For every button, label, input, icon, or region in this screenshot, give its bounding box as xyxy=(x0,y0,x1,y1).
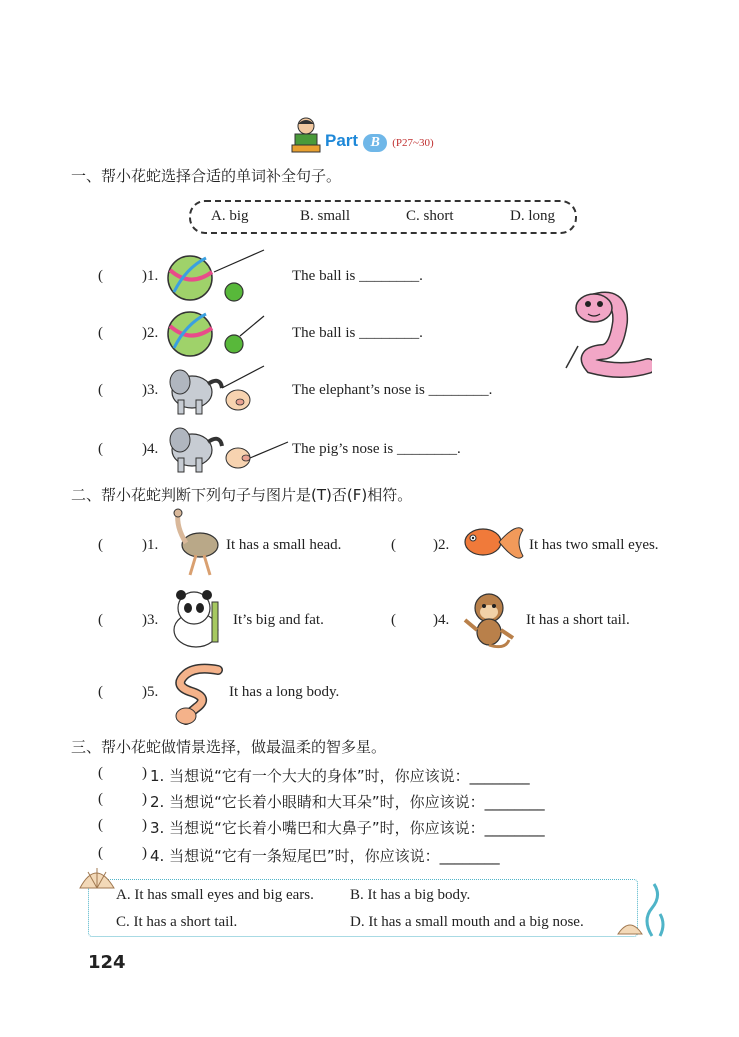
section3-title: 三、帮小花蛇做情景选择，做最温柔的智多星。 xyxy=(71,738,387,756)
answer-blank[interactable]: ) xyxy=(142,817,147,833)
answer-paren-open: ( xyxy=(98,325,103,341)
answer-blank[interactable]: ) xyxy=(142,791,147,807)
answer-blank[interactable]: )4. xyxy=(142,441,159,457)
answer-blank[interactable]: )2. xyxy=(433,537,450,553)
answer-blank[interactable]: )3. xyxy=(142,382,159,398)
sentence: It has a long body. xyxy=(229,684,340,700)
sentence: It has a short tail. xyxy=(526,612,630,628)
elephant-pig-icon xyxy=(166,420,290,476)
answer-blank[interactable]: )2. xyxy=(142,325,159,341)
answer-paren-open: ( xyxy=(98,765,103,781)
question-text: 1. 当想说“它有一个大大的身体”时，你应该说：________ xyxy=(150,767,530,785)
section1-title: 一、帮小花蛇选择合适的单词补全句子。 xyxy=(71,167,342,185)
answer-blank[interactable]: ) xyxy=(142,845,147,861)
answer-blank[interactable]: )1. xyxy=(142,537,159,553)
big-ball-small-ball-icon xyxy=(166,306,266,362)
answer-paren-open: ( xyxy=(391,612,396,628)
option-a: A. big xyxy=(211,208,249,224)
question-text: 2. 当想说“它长着小眼睛和大耳朵”时，你应该说：________ xyxy=(150,793,545,811)
answer-paren-open: ( xyxy=(98,612,103,628)
answer-paren-open: ( xyxy=(98,845,103,861)
answer-paren-open: ( xyxy=(98,441,103,457)
sentence: It has two small eyes. xyxy=(529,537,659,553)
snake-icon xyxy=(166,660,226,726)
answer-blank[interactable]: )3. xyxy=(142,612,159,628)
sentence: The pig’s nose is ________. xyxy=(292,441,461,457)
sentence: The ball is ________. xyxy=(292,325,423,341)
answer-paren-open: ( xyxy=(98,268,103,284)
choice-d: D. It has a small mouth and a big nose. xyxy=(350,914,584,930)
question-text: 3. 当想说“它长着小嘴巴和大鼻子”时，你应该说：________ xyxy=(150,819,545,837)
section2-title: 二、帮小花蛇判断下列句子与图片是(T)否(F)相符。 xyxy=(71,486,413,504)
answer-blank[interactable]: )5. xyxy=(142,684,159,700)
choice-b: B. It has a big body. xyxy=(350,887,471,903)
big-ball-small-ball-icon xyxy=(166,248,266,308)
answer-blank[interactable]: )1. xyxy=(142,268,159,284)
part-letter-badge: B xyxy=(363,134,387,152)
reading-boy-icon xyxy=(289,116,323,154)
answer-paren-open: ( xyxy=(391,537,396,553)
goldfish-icon xyxy=(459,516,527,568)
option-c: C. short xyxy=(406,208,454,224)
page-number: 124 xyxy=(88,952,126,973)
elephant-pig-icon xyxy=(166,362,266,418)
question-text: 4. 当想说“它有一条短尾巴”时，你应该说：________ xyxy=(150,847,500,865)
shell-icon xyxy=(76,862,118,892)
option-b: B. small xyxy=(300,208,351,224)
snake-icon xyxy=(562,282,652,378)
sentence: The elephant’s nose is ________. xyxy=(292,382,493,398)
choice-c: C. It has a short tail. xyxy=(116,914,238,930)
seaweed-icon xyxy=(612,880,668,938)
panda-icon xyxy=(168,588,230,650)
answer-paren-open: ( xyxy=(98,537,103,553)
answer-blank[interactable]: ) xyxy=(142,765,147,781)
answer-paren-open: ( xyxy=(98,817,103,833)
answer-paren-open: ( xyxy=(98,791,103,807)
sentence: It’s big and fat. xyxy=(233,612,324,628)
answer-blank[interactable]: )4. xyxy=(433,612,450,628)
sentence: It has a small head. xyxy=(226,537,342,553)
part-label: Part xyxy=(325,131,359,150)
option-d: D. long xyxy=(510,208,555,224)
page-range: (P27~30) xyxy=(392,137,434,149)
answer-paren-open: ( xyxy=(98,382,103,398)
sentence: The ball is ________. xyxy=(292,268,423,284)
answer-paren-open: ( xyxy=(98,684,103,700)
choice-a: A. It has small eyes and big ears. xyxy=(116,887,314,903)
ostrich-icon xyxy=(166,507,224,579)
monkey-icon xyxy=(459,590,521,652)
